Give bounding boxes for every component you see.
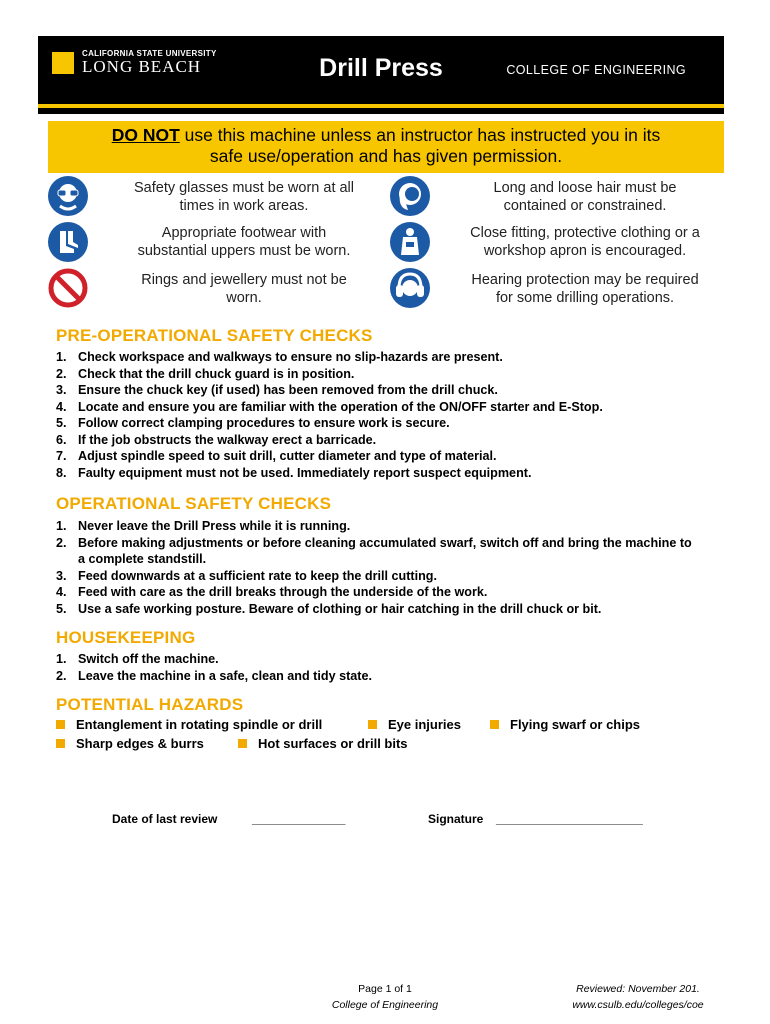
list-item: 2. Before making adjustments or before cleaning accumulated swarf, switch off and bring the machine to a complete standstill.: [56, 535, 692, 566]
page-title: Drill Press: [319, 54, 443, 82]
ppe-line: Safety glasses must be worn at all: [133, 180, 355, 196]
housekeeping-list: [56, 651, 716, 684]
ppe-text-hearing: [446, 271, 724, 307]
logo-line1: CALIFORNIA STATE UNIVERSITY: [82, 49, 217, 58]
list-item: 4. Feed with care as the drill breaks through the underside of the work.: [56, 585, 488, 599]
footer-url: www.csulb.edu/colleges/coe: [572, 999, 704, 1011]
hearing-protection-icon: [390, 268, 430, 308]
logo-line2: LONG BEACH: [82, 57, 202, 76]
ppe-line: contained or constrained.: [503, 198, 667, 214]
ppe-line: times in work areas.: [179, 198, 309, 214]
ppe-text-clothing: [446, 224, 724, 260]
warning-line2: safe use/operation and has given permission.: [209, 146, 563, 166]
list-item: 7. Adjust spindle speed to suit drill, cutter diameter and type of material.: [56, 449, 497, 463]
ppe-text-glasses: [110, 179, 378, 215]
footer-review-info: [556, 981, 720, 1013]
list-item: 8. Faulty equipment must not be used. Immediately report suspect equipment.: [56, 465, 532, 480]
reviewed-date: Reviewed: November 201.: [576, 983, 700, 995]
review-date-blank[interactable]: ______________: [252, 812, 346, 826]
footer-college: College of Engineering: [331, 999, 439, 1011]
warning-line1: use this machine unless an instructor has instructed you in its: [179, 125, 661, 145]
list-item: 6. If the job obstructs the walkway erect a barricade.: [56, 432, 377, 447]
hazards-title: POTENTIAL HAZARDS: [56, 695, 244, 714]
bullet-icon: [368, 720, 377, 729]
safety-glasses-icon: [48, 176, 88, 216]
long-hair-icon: [390, 176, 430, 216]
operational-title: OPERATIONAL SAFETY CHECKS: [56, 494, 332, 513]
pre-operational-list: [56, 349, 716, 481]
footer-page-info: [300, 981, 470, 1013]
page-number: Page 1 of 1: [358, 983, 412, 995]
list-item: 5. Follow correct clamping procedures to ensure work is secure.: [56, 416, 450, 430]
apron-icon: [390, 222, 430, 262]
list-item: 1. Check workspace and walkways to ensure no slip-hazards are present.: [56, 350, 503, 364]
pre-operational-title: PRE-OPERATIONAL SAFETY CHECKS: [56, 326, 373, 345]
page-header: [38, 36, 724, 104]
operational-list: [56, 518, 716, 617]
college-name: COLLEGE OF ENGINEERING: [506, 63, 686, 77]
do-not-text: DO NOT: [111, 125, 180, 145]
ppe-line: Long and loose hair must be: [493, 180, 677, 196]
hazard-item: Hot surfaces or drill bits: [238, 736, 408, 751]
ppe-line: substantial uppers must be worn.: [137, 243, 351, 259]
ppe-line: for some drilling operations.: [495, 290, 675, 306]
bullet-icon: [56, 739, 65, 748]
no-rings-icon: [48, 268, 88, 308]
ppe-line: workshop apron is encouraged.: [483, 243, 687, 259]
hazard-item: Entanglement in rotating spindle or drill: [56, 717, 322, 732]
housekeeping-title: HOUSEKEEPING: [56, 628, 196, 647]
list-item: 3. Feed downwards at a sufficient rate to keep the drill cutting.: [56, 568, 437, 583]
ppe-text-rings: [110, 271, 378, 307]
hazard-item: Eye injuries: [368, 717, 461, 732]
list-item: 5. Use a safe working posture. Beware of clothing or hair catching in the drill chuck or bit.: [56, 601, 602, 616]
ppe-line: Hearing protection may be required: [471, 272, 699, 288]
list-item: 1. Never leave the Drill Press while it is running.: [56, 519, 351, 533]
signature-label: Signature: [428, 812, 484, 826]
safety-boots-icon: [48, 222, 88, 262]
warning-banner: [48, 121, 724, 173]
bullet-icon: [490, 720, 499, 729]
review-date-label: Date of last review: [112, 812, 218, 826]
ppe-line: Appropriate footwear with: [161, 225, 327, 241]
list-item: 4. Locate and ensure you are familiar with the operation of the ON/OFF starter and E-Stop.: [56, 399, 603, 414]
signature-blank[interactable]: ______________________: [496, 812, 643, 826]
hazard-item: Flying swarf or chips: [490, 717, 640, 732]
list-item: 2. Leave the machine in a safe, clean and tidy state.: [56, 668, 372, 683]
header-divider-dark: [38, 108, 724, 114]
ppe-line: Rings and jewellery must not be: [141, 272, 347, 288]
bullet-icon: [238, 739, 247, 748]
list-item: 2. Check that the drill chuck guard is in position.: [56, 366, 355, 381]
list-item: 3. Ensure the chuck key (if used) has been removed from the drill chuck.: [56, 383, 498, 397]
ppe-text-hair: [446, 179, 724, 215]
ppe-line: worn.: [226, 290, 262, 306]
hazard-item: Sharp edges & burrs: [56, 736, 204, 751]
ppe-text-footwear: [110, 224, 378, 260]
bullet-icon: [56, 720, 65, 729]
ppe-line: Close fitting, protective clothing or a: [470, 225, 700, 241]
list-item: 1. Switch off the machine.: [56, 652, 219, 666]
